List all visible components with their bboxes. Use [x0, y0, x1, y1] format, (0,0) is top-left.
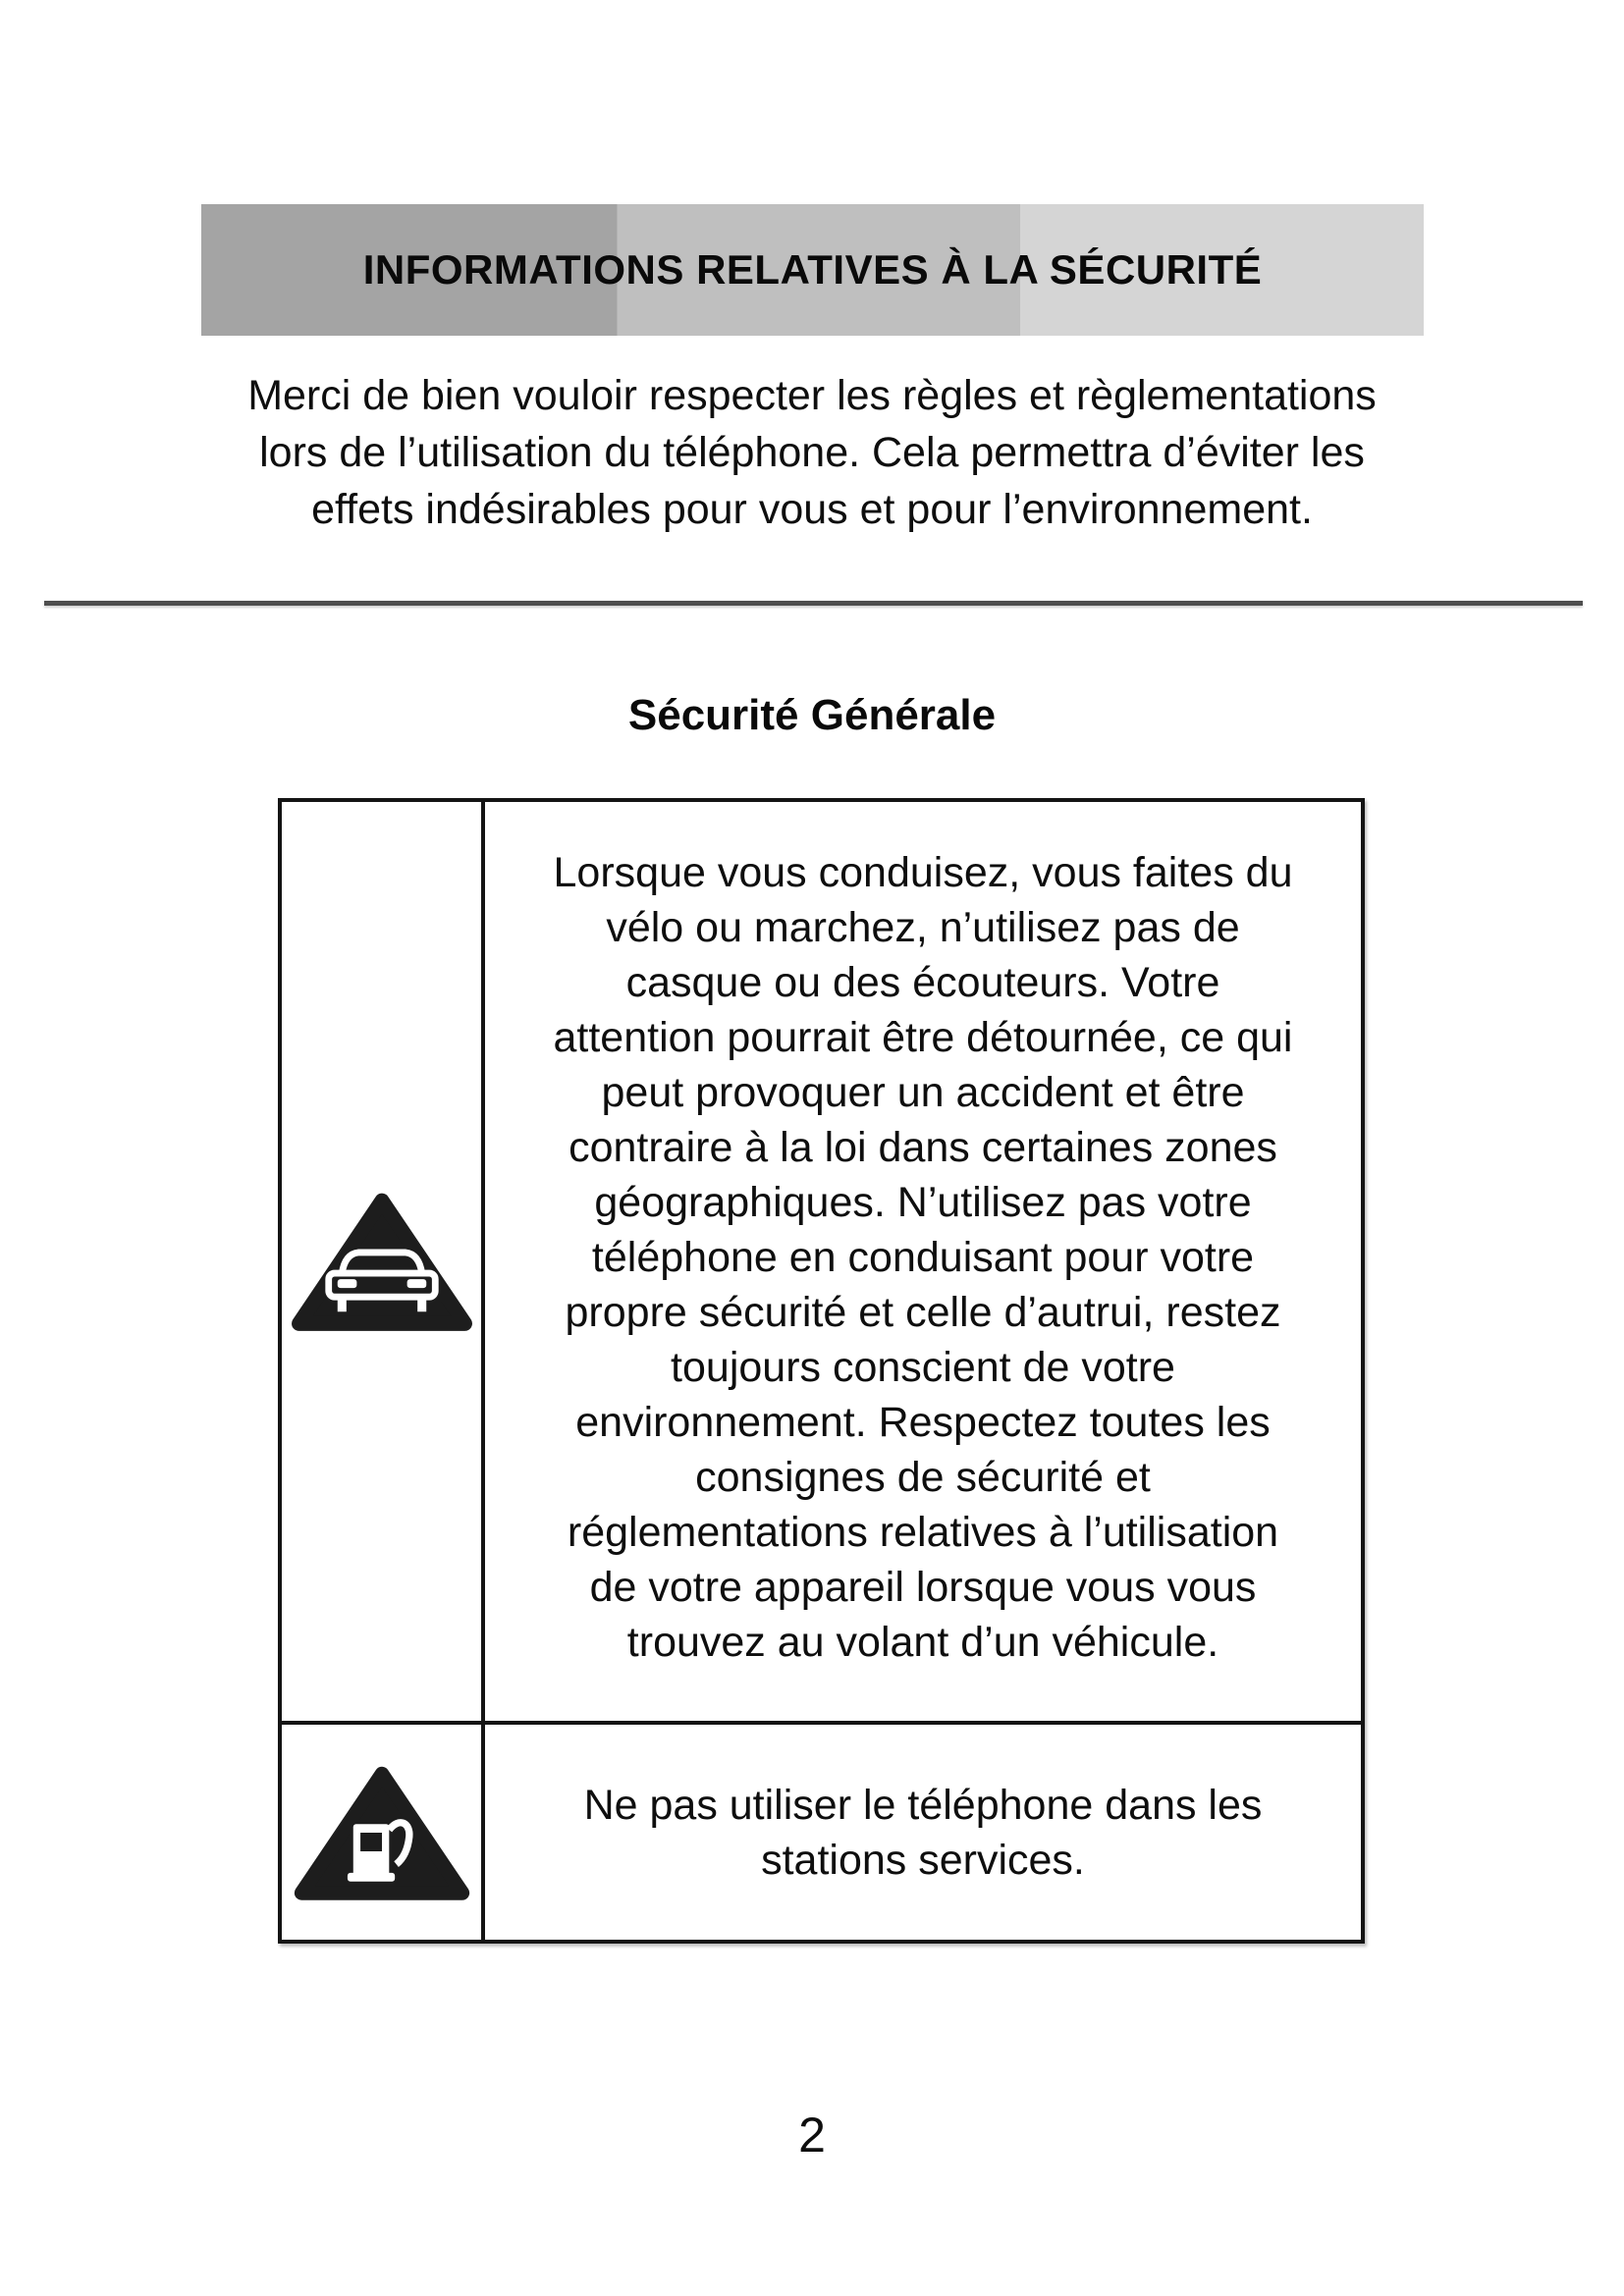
intro-paragraph [0, 367, 1624, 538]
text-line: environnement. Respectez toutes les [575, 1399, 1271, 1446]
text-line: peut provoquer un accident et être [601, 1069, 1245, 1116]
section-banner [201, 204, 1424, 336]
text-line: Lorsque vous conduisez, vous faites du [553, 849, 1293, 896]
page-number: 2 [798, 2108, 826, 2163]
text-line: de votre appareil lorsque vous vous [589, 1564, 1257, 1611]
section-heading: Sécurité Générale [627, 691, 997, 739]
text-line: trouvez au volant d’un véhicule. [626, 1619, 1219, 1666]
fuel-pump-warning-triangle-icon [289, 1758, 475, 1907]
table-cell-driving-warning-text [485, 802, 1361, 1725]
text-line: toujours conscient de votre [671, 1344, 1175, 1391]
table-cell-fuel-icon [282, 1725, 485, 1940]
text-line: contraire à la loi dans certaines zones [568, 1124, 1277, 1171]
text-line: propre sécurité et celle d’autrui, restez [565, 1289, 1281, 1336]
text-line: lors de l’utilisation du téléphone. Cela permettra d’éviter les [259, 429, 1365, 476]
text-line: réglementations relatives à l’utilisation [567, 1509, 1279, 1556]
text-line: téléphone en conduisant pour votre [591, 1234, 1255, 1281]
text-line: vélo ou marchez, n’utilisez pas de [606, 904, 1240, 951]
table-cell-car-icon [282, 802, 485, 1725]
text-line: Merci de bien vouloir respecter les règles et règlementations [247, 372, 1377, 419]
text-line: Ne pas utiliser le téléphone dans les [583, 1781, 1263, 1829]
horizontal-divider [44, 601, 1583, 606]
text-line: consignes de sécurité et [695, 1454, 1151, 1501]
table-cell-fuel-station-warning-text [485, 1725, 1361, 1940]
text-line: casque ou des écouteurs. Votre [625, 959, 1220, 1006]
text-line: stations services. [761, 1836, 1085, 1884]
text-line: attention pourrait être détournée, ce qui [553, 1014, 1293, 1061]
text-line: géographiques. N’utilisez pas votre [594, 1179, 1252, 1226]
text-line: effets indésirables pour vous et pour l’environnement. [311, 486, 1313, 533]
page-title: INFORMATIONS RELATIVES À LA SÉCURITÉ [362, 246, 1263, 293]
safety-table [278, 798, 1365, 1944]
car-warning-triangle-icon [286, 1187, 478, 1336]
